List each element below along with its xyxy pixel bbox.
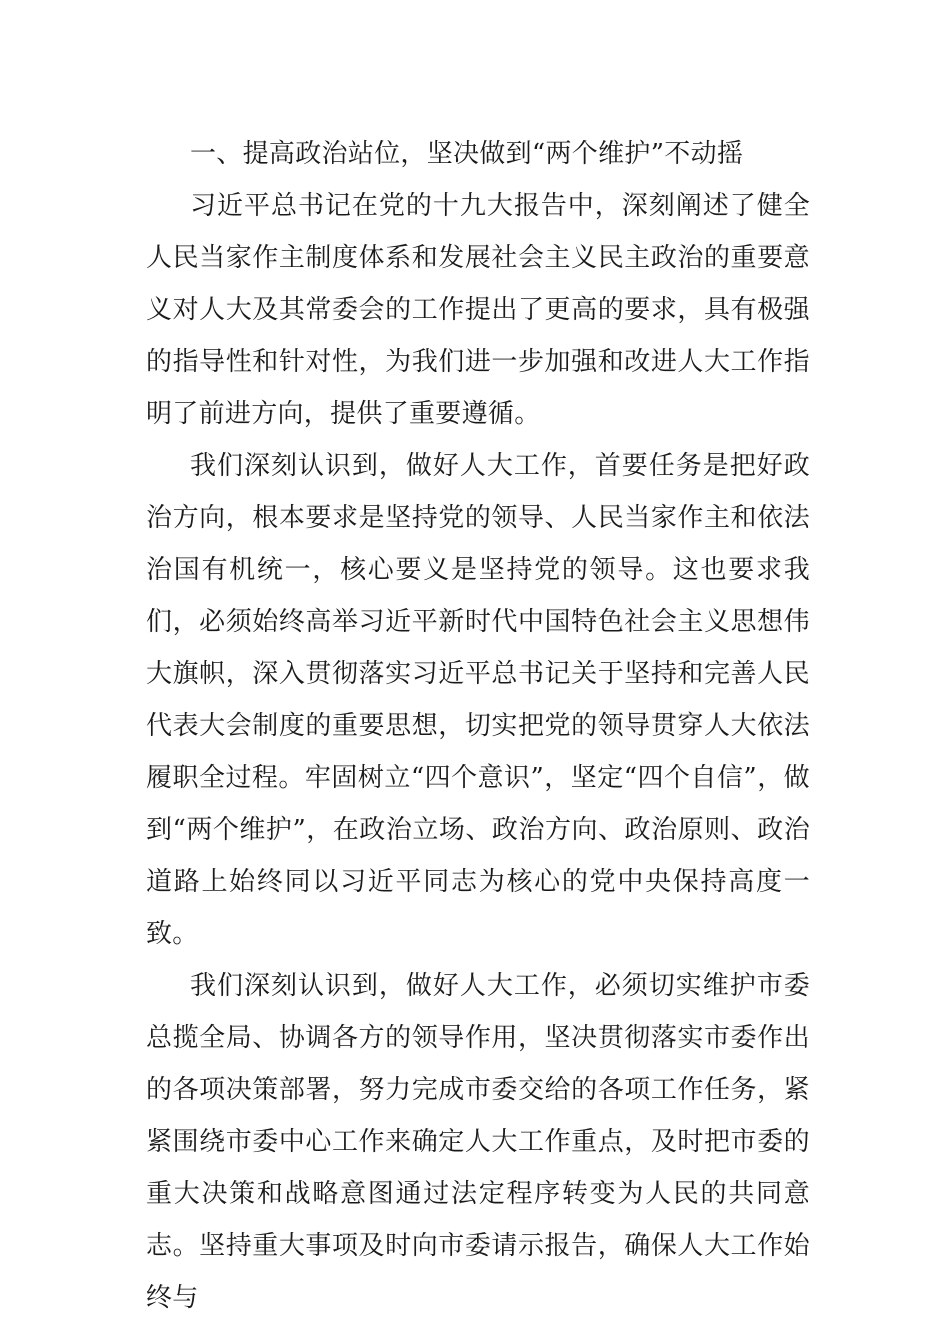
section-heading: 一、提高政治站位，坚决做到“两个维护”不动摇 bbox=[190, 139, 744, 169]
document-body bbox=[146, 128, 810, 1324]
paragraph-1: 习近平总书记在党的十九大报告中，深刻阐述了健全人民当家作主制度体系和发展社会主义民主政治的重要意义对人大及其常委会的工作提出了更高的要求，具有极强的指导性和针对性，为我们进一步加强和改进人大工作指明了前进方向，提供了重要遵循。 bbox=[146, 191, 810, 429]
paragraph-3: 我们深刻认识到，做好人大工作，必须切实维护市委总揽全局、协调各方的领导作用，坚决贯彻落实市委作出的各项决策部署，努力完成市委交给的各项工作任务，紧紧围绕市委中心工作来确定人大工作重点，及时把市委的重大决策和战略意图通过法定程序转变为人民的共同意志。坚持重大事项及时向市委请示报告，确保人大工作始终与 bbox=[146, 971, 810, 1313]
paragraph-2: 我们深刻认识到，做好人大工作，首要任务是把好政治方向，根本要求是坚持党的领导、人民当家作主和依法治国有机统一，核心要义是坚持党的领导。这也要求我们，必须始终高举习近平新时代中国特色社会主义思想伟大旗帜，深入贯彻落实习近平总书记关于坚持和完善人民代表大会制度的重要思想，切实把党的领导贯穿人大依法履职全过程。牢固树立“四个意识”，坚定“四个自信”，做到“两个维护”，在政治立场、政治方向、政治原则、政治道路上始终同以习近平同志为核心的党中央保持高度一致。 bbox=[146, 451, 810, 949]
